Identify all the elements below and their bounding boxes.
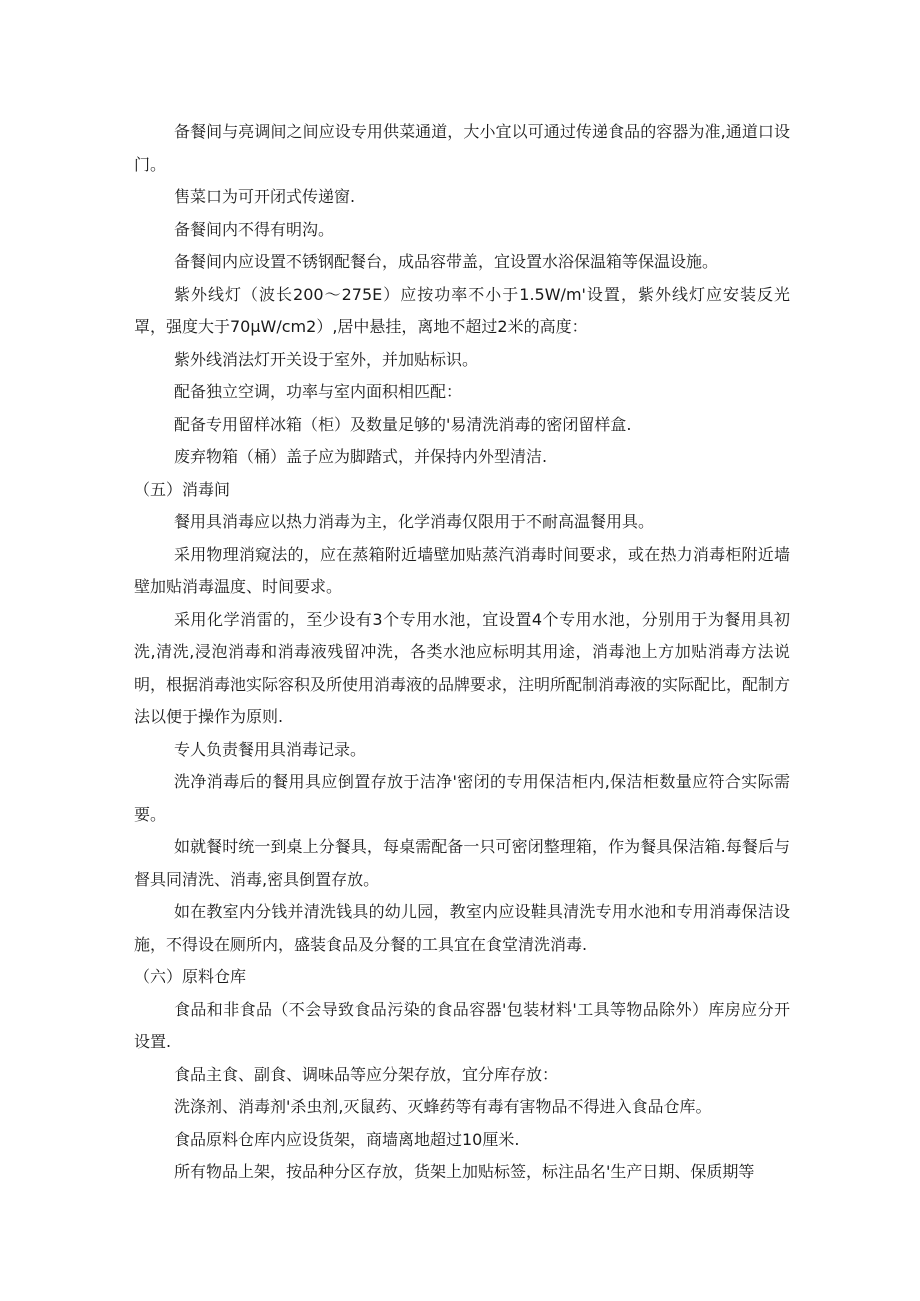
paragraph: 备餐间内不得有明沟。 (174, 219, 335, 239)
paragraph: 废弃物箱（桶）盖子应为脚踏式，并保持内外型清洁. (174, 447, 548, 466)
paragraph: 食品主食、副食、调味品等应分架存放，宜分库存放： (174, 1064, 559, 1084)
paragraph: 备餐间内应设置不锈钢配餐台，成品容带盖，宜设置水浴保温箱等保温设施。 (174, 252, 719, 271)
paragraph: 洗净消毒后的餐用具应倒置存放于洁净'密闭的专用保洁柜内,保洁柜数量应符合实际需要。 (134, 772, 790, 824)
paragraph: 如就餐时统一到桌上分餐具，每桌需配备一只可密闭整理箱，作为餐具保洁箱.每餐后与督具同清洗、消毒,密具倒置存放。 (134, 837, 790, 889)
document-body (134, 116, 790, 1189)
paragraph: 紫外线消法灯开关设于室外，并加贴标识。 (174, 349, 479, 369)
paragraph: 售菜口为可开闭式传递窗. (174, 187, 356, 206)
paragraph: 所有物品上架，按品种分区存放，货架上加贴标签，标注品名'生产日期、保质期等 (174, 1162, 755, 1181)
paragraph: 如在教室内分钱并清洗钱具的幼儿园，教室内应设鞋具清洗专用水池和专用消毒保洁设施，不得设在厕所内，盛装食品及分餐的工具宜在食堂清洗消毒. (134, 902, 790, 954)
paragraph: 专人负责餐用具消毒记录。 (174, 739, 367, 759)
paragraph: 配备独立空调，功率与室内面积相匹配： (174, 382, 463, 401)
paragraph: 采用物理消窥法的，应在蒸箱附近墙壁加贴蒸汽消毒时间要求，或在热力消毒柜附近墙壁加贴消毒温度、时间要求。 (134, 544, 790, 596)
paragraph: 紫外线灯（波长200〜275E）应按功率不小于1.5W∕m'设置，紫外线灯应安装反光罩，强度大于70μW∕cm2）,居中悬挂，离地不超过2米的高度： (134, 284, 790, 336)
paragraph: 食品原料仓库内应设货架，商墙离地超过10厘米. (174, 1129, 520, 1149)
paragraph: 备餐间与亮调间之间应设专用供菜通道，大小宜以可通过传递食品的容器为准,通道口设门。 (134, 122, 790, 174)
section-heading: （五）消毒间 (134, 479, 231, 499)
paragraph: 配备专用留样冰箱（柜）及数量足够的'易清洗消毒的密闭留样盒. (174, 414, 632, 434)
paragraph: 洗涤剂、消毒剂'杀虫剂,灭鼠药、灭蜂药等有毒有害物品不得进入食品仓库。 (174, 1097, 712, 1116)
paragraph: 餐用具消毒应以热力消毒为主，化学消毒仅限用于不耐高温餐用具。 (174, 512, 655, 531)
paragraph: 采用化学消雷的，至少设有3个专用水池，宜设置4个专用水池，分别用于为餐用具初洗,清洗,浸泡消毒和消毒液残留冲洗，各类水池应标明其用途，消毒池上方加贴消毒方法说明，根据消毒池实际容积及所使用消毒液的品牌要求，注明所配制消毒液的实际配比，配制方法以便于操作为原则. (134, 609, 791, 726)
section-heading: （六）原料仓库 (134, 967, 247, 986)
paragraph: 食品和非食品（不会导致食品污染的食品容器'包装材料'工具等物品除外）库房应分开设置. (134, 999, 790, 1051)
